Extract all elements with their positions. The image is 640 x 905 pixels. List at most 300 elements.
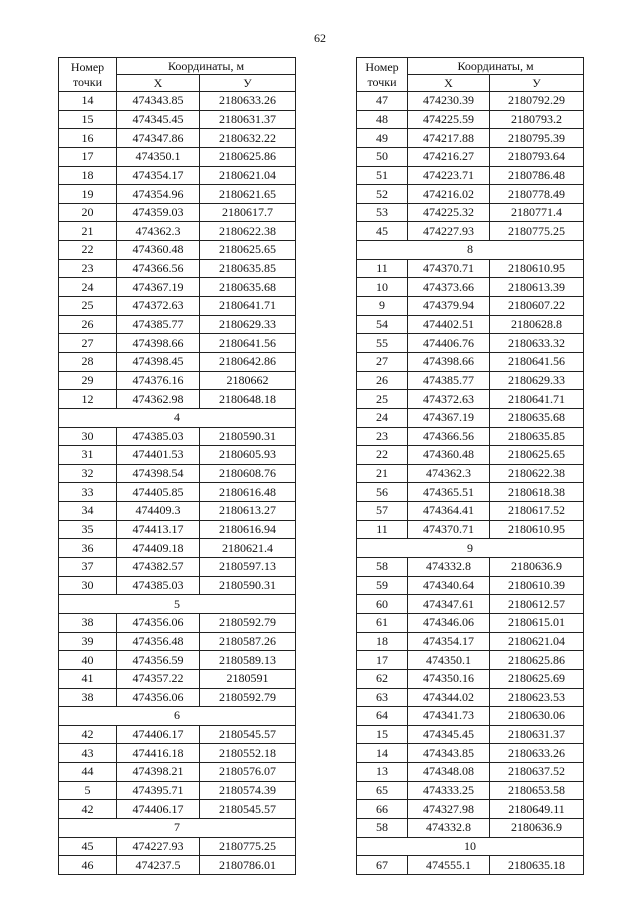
x-coordinate-cell: 474347.61: [408, 595, 490, 614]
table-body-right: [357, 92, 584, 875]
y-coordinate-cell: 2180641.56: [200, 334, 296, 353]
y-coordinate-cell: 2180616.94: [200, 520, 296, 539]
table-row: [59, 147, 296, 166]
point-number-cell: 9: [357, 297, 408, 316]
y-coordinate-cell: 2180636.9: [490, 558, 584, 577]
table-row: [357, 818, 584, 837]
y-coordinate-cell: 2180635.85: [200, 259, 296, 278]
table-row: [357, 632, 584, 651]
x-coordinate-cell: 474344.02: [408, 688, 490, 707]
x-coordinate-cell: 474360.48: [408, 446, 490, 465]
point-number-cell: 25: [59, 297, 117, 316]
y-coordinate-cell: 2180786.01: [200, 856, 296, 875]
table-row: [59, 613, 296, 632]
x-coordinate-cell: 474354.17: [117, 166, 200, 185]
x-coordinate-cell: 474225.59: [408, 110, 490, 129]
table-row: [59, 763, 296, 782]
x-coordinate-cell: 474372.63: [117, 297, 200, 316]
y-coordinate-cell: 2180641.71: [200, 297, 296, 316]
point-number-cell: 18: [357, 632, 408, 651]
section-label: 7: [59, 818, 296, 837]
y-coordinate-cell: 2180778.49: [490, 185, 584, 204]
point-number-cell: 30: [59, 576, 117, 595]
table-row: [357, 297, 584, 316]
point-number-cell: 53: [357, 203, 408, 222]
coordinates-header: Координаты, м: [408, 58, 584, 75]
y-coordinate-cell: 2180792.29: [490, 92, 584, 111]
x-coordinate-cell: 474398.66: [117, 334, 200, 353]
table-row: [357, 744, 584, 763]
coordinates-table-right: [356, 57, 584, 875]
point-number-header-line1: Номер: [70, 59, 105, 74]
point-number-cell: 57: [357, 502, 408, 521]
table-row: [59, 800, 296, 819]
y-coordinate-cell: 2180633.26: [200, 92, 296, 111]
table-row: [357, 688, 584, 707]
table-row: [59, 241, 296, 260]
point-number-cell: 42: [59, 725, 117, 744]
table-row: [59, 502, 296, 521]
point-number-header-line1: Номер: [365, 59, 399, 74]
point-number-cell: 67: [357, 856, 408, 875]
y-coordinate-cell: 2180625.69: [490, 669, 584, 688]
y-coordinate-cell: 2180592.79: [200, 613, 296, 632]
point-number-cell: 61: [357, 613, 408, 632]
table-row: [59, 427, 296, 446]
table-row: [59, 651, 296, 670]
table-row: [357, 483, 584, 502]
table-row: [59, 632, 296, 651]
point-number-cell: 63: [357, 688, 408, 707]
table-row: [59, 781, 296, 800]
y-coordinate-cell: 2180635.68: [200, 278, 296, 297]
table-row: [357, 502, 584, 521]
point-number-cell: 38: [59, 613, 117, 632]
x-coordinate-cell: 474357.22: [117, 669, 200, 688]
point-number-cell: 18: [59, 166, 117, 185]
table-row: [357, 371, 584, 390]
x-coordinate-cell: 474347.86: [117, 129, 200, 148]
table-row: [59, 576, 296, 595]
table-row: [59, 110, 296, 129]
point-number-cell: 38: [59, 688, 117, 707]
y-coordinate-cell: 2180630.06: [490, 707, 584, 726]
point-number-cell: 14: [357, 744, 408, 763]
table-row: [59, 520, 296, 539]
y-coordinate-cell: 2180587.26: [200, 632, 296, 651]
x-coordinate-cell: 474223.71: [408, 166, 490, 185]
x-coordinate-cell: 474405.85: [117, 483, 200, 502]
point-number-cell: 44: [59, 763, 117, 782]
x-coordinate-cell: 474385.77: [408, 371, 490, 390]
y-coordinate-cell: 2180641.71: [490, 390, 584, 409]
x-coordinate-cell: 474365.51: [408, 483, 490, 502]
y-coordinate-cell: 2180637.52: [490, 763, 584, 782]
y-coordinate-cell: 2180545.57: [200, 800, 296, 819]
table-row: [59, 856, 296, 875]
table-row: [357, 707, 584, 726]
y-coordinate-cell: 2180592.79: [200, 688, 296, 707]
y-column-header: У: [490, 75, 584, 92]
y-coordinate-cell: 2180612.57: [490, 595, 584, 614]
y-coordinate-cell: 2180635.18: [490, 856, 584, 875]
point-number-cell: 24: [59, 278, 117, 297]
x-coordinate-cell: 474367.19: [117, 278, 200, 297]
y-coordinate-cell: 2180793.64: [490, 147, 584, 166]
x-coordinate-cell: 474360.48: [117, 241, 200, 260]
table-row: [357, 352, 584, 371]
x-coordinate-cell: 474356.59: [117, 651, 200, 670]
point-number-cell: 15: [357, 725, 408, 744]
y-coordinate-cell: 2180610.39: [490, 576, 584, 595]
table-row: [357, 763, 584, 782]
point-number-cell: 59: [357, 576, 408, 595]
table-row: [59, 278, 296, 297]
table-row: [59, 371, 296, 390]
table-row: [357, 259, 584, 278]
x-column-header: X: [408, 75, 490, 92]
x-coordinate-cell: 474225.32: [408, 203, 490, 222]
x-coordinate-cell: 474370.71: [408, 520, 490, 539]
y-coordinate-cell: 2180617.7: [200, 203, 296, 222]
table-row: [357, 315, 584, 334]
x-coordinate-cell: 474350.1: [408, 651, 490, 670]
y-coordinate-cell: 2180589.13: [200, 651, 296, 670]
point-number-cell: 52: [357, 185, 408, 204]
table-row: [59, 185, 296, 204]
x-coordinate-cell: 474382.57: [117, 558, 200, 577]
point-number-cell: 37: [59, 558, 117, 577]
x-coordinate-cell: 474409.3: [117, 502, 200, 521]
section-label: 8: [357, 241, 584, 260]
y-coordinate-cell: 2180616.48: [200, 483, 296, 502]
section-row: [357, 837, 584, 856]
table-row: [59, 92, 296, 111]
section-label: 9: [357, 539, 584, 558]
y-coordinate-cell: 2180628.8: [490, 315, 584, 334]
table-row: [59, 315, 296, 334]
table-row: [59, 129, 296, 148]
x-coordinate-cell: 474362.98: [117, 390, 200, 409]
y-coordinate-cell: 2180590.31: [200, 427, 296, 446]
x-column-header: X: [117, 75, 200, 92]
point-number-cell: 45: [59, 837, 117, 856]
y-coordinate-cell: 2180633.26: [490, 744, 584, 763]
x-coordinate-cell: 474340.64: [408, 576, 490, 595]
x-coordinate-cell: 474398.66: [408, 352, 490, 371]
point-number-cell: 27: [59, 334, 117, 353]
table-row: [59, 297, 296, 316]
x-coordinate-cell: 474416.18: [117, 744, 200, 763]
y-coordinate-cell: 2180618.38: [490, 483, 584, 502]
x-coordinate-cell: 474354.96: [117, 185, 200, 204]
x-coordinate-cell: 474376.16: [117, 371, 200, 390]
x-coordinate-cell: 474362.3: [408, 464, 490, 483]
point-number-cell: 35: [59, 520, 117, 539]
x-coordinate-cell: 474373.66: [408, 278, 490, 297]
table-row: [59, 558, 296, 577]
point-number-header-line2: точки: [367, 74, 397, 89]
y-coordinate-cell: 2180662: [200, 371, 296, 390]
x-coordinate-cell: 474402.51: [408, 315, 490, 334]
x-coordinate-cell: 474555.1: [408, 856, 490, 875]
y-coordinate-cell: 2180641.56: [490, 352, 584, 371]
table-row: [357, 446, 584, 465]
table-row: [59, 688, 296, 707]
point-number-cell: 58: [357, 818, 408, 837]
table-row: [357, 278, 584, 297]
point-number-cell: 49: [357, 129, 408, 148]
point-number-cell: 28: [59, 352, 117, 371]
y-coordinate-cell: 2180625.65: [200, 241, 296, 260]
point-number-header-line2: точки: [72, 74, 103, 89]
table-row: [357, 408, 584, 427]
point-number-cell: 65: [357, 781, 408, 800]
y-coordinate-cell: 2180607.22: [490, 297, 584, 316]
table-row: [357, 520, 584, 539]
point-number-cell: 60: [357, 595, 408, 614]
x-coordinate-cell: 474327.98: [408, 800, 490, 819]
point-number-cell: 17: [59, 147, 117, 166]
section-row: [59, 818, 296, 837]
point-number-cell: 36: [59, 539, 117, 558]
y-coordinate-cell: 2180629.33: [200, 315, 296, 334]
x-coordinate-cell: 474346.06: [408, 613, 490, 632]
point-number-cell: 58: [357, 558, 408, 577]
section-label: 6: [59, 707, 296, 726]
x-coordinate-cell: 474379.94: [408, 297, 490, 316]
y-coordinate-cell: 2180545.57: [200, 725, 296, 744]
point-number-cell: 22: [59, 241, 117, 260]
point-number-cell: 24: [357, 408, 408, 427]
y-coordinate-cell: 2180625.86: [490, 651, 584, 670]
table-row: [59, 725, 296, 744]
point-number-cell: 55: [357, 334, 408, 353]
table-row: [59, 464, 296, 483]
point-number-cell: 13: [357, 763, 408, 782]
x-coordinate-cell: 474401.53: [117, 446, 200, 465]
x-coordinate-cell: 474398.45: [117, 352, 200, 371]
y-coordinate-cell: 2180613.39: [490, 278, 584, 297]
x-coordinate-cell: 474350.16: [408, 669, 490, 688]
point-number-cell: 19: [59, 185, 117, 204]
y-coordinate-cell: 2180795.39: [490, 129, 584, 148]
x-coordinate-cell: 474332.8: [408, 818, 490, 837]
section-row: [59, 408, 296, 427]
y-coordinate-cell: 2180622.38: [490, 464, 584, 483]
table-row: [59, 334, 296, 353]
y-coordinate-cell: 2180610.95: [490, 259, 584, 278]
page-number: 62: [314, 31, 326, 45]
point-number-cell: 23: [357, 427, 408, 446]
point-number-cell: 26: [59, 315, 117, 334]
x-coordinate-cell: 474366.56: [117, 259, 200, 278]
y-coordinate-cell: 2180775.25: [200, 837, 296, 856]
table-row: [59, 744, 296, 763]
table-row: [59, 166, 296, 185]
table-row: [59, 203, 296, 222]
x-coordinate-cell: 474341.73: [408, 707, 490, 726]
section-row: [59, 707, 296, 726]
y-coordinate-cell: 2180621.4: [200, 539, 296, 558]
y-coordinate-cell: 2180793.2: [490, 110, 584, 129]
point-number-cell: 31: [59, 446, 117, 465]
point-number-cell: 40: [59, 651, 117, 670]
y-coordinate-cell: 2180632.22: [200, 129, 296, 148]
y-coordinate-cell: 2180621.65: [200, 185, 296, 204]
y-coordinate-cell: 2180642.86: [200, 352, 296, 371]
y-coordinate-cell: 2180635.85: [490, 427, 584, 446]
table-row: [59, 390, 296, 409]
point-number-cell: 42: [59, 800, 117, 819]
section-label: 5: [59, 595, 296, 614]
y-coordinate-cell: 2180653.58: [490, 781, 584, 800]
table-row: [59, 539, 296, 558]
section-label: 10: [357, 837, 584, 856]
y-coordinate-cell: 2180615.01: [490, 613, 584, 632]
point-number-cell: 66: [357, 800, 408, 819]
x-coordinate-cell: 474372.63: [408, 390, 490, 409]
point-number-cell: 54: [357, 315, 408, 334]
y-coordinate-cell: 2180622.38: [200, 222, 296, 241]
point-number-cell: 48: [357, 110, 408, 129]
point-number-cell: 43: [59, 744, 117, 763]
y-coordinate-cell: 2180591: [200, 669, 296, 688]
y-coordinate-cell: 2180633.32: [490, 334, 584, 353]
table-row: [357, 651, 584, 670]
x-coordinate-cell: 474398.54: [117, 464, 200, 483]
x-coordinate-cell: 474348.08: [408, 763, 490, 782]
x-coordinate-cell: 474406.17: [117, 800, 200, 819]
x-coordinate-cell: 474343.85: [117, 92, 200, 111]
table-row: [59, 446, 296, 465]
point-number-cell: 41: [59, 669, 117, 688]
point-number-cell: 46: [59, 856, 117, 875]
y-coordinate-cell: 2180635.68: [490, 408, 584, 427]
table-row: [357, 558, 584, 577]
point-number-cell: 5: [59, 781, 117, 800]
point-number-cell: 45: [357, 222, 408, 241]
point-number-cell: 14: [59, 92, 117, 111]
section-row: [357, 539, 584, 558]
x-coordinate-cell: 474362.3: [117, 222, 200, 241]
y-coordinate-cell: 2180574.39: [200, 781, 296, 800]
x-coordinate-cell: 474413.17: [117, 520, 200, 539]
y-coordinate-cell: 2180649.11: [490, 800, 584, 819]
coordinates-table-left: [58, 57, 296, 875]
y-coordinate-cell: 2180590.31: [200, 576, 296, 595]
point-number-cell: 50: [357, 147, 408, 166]
y-coordinate-cell: 2180631.37: [200, 110, 296, 129]
table-row: [357, 147, 584, 166]
table-row: [59, 352, 296, 371]
x-coordinate-cell: 474356.48: [117, 632, 200, 651]
table-row: [357, 222, 584, 241]
y-coordinate-cell: 2180605.93: [200, 446, 296, 465]
y-coordinate-cell: 2180576.07: [200, 763, 296, 782]
table-row: [59, 222, 296, 241]
x-coordinate-cell: 474237.5: [117, 856, 200, 875]
point-number-cell: 21: [59, 222, 117, 241]
x-coordinate-cell: 474366.56: [408, 427, 490, 446]
y-coordinate-cell: 2180623.53: [490, 688, 584, 707]
table-row: [357, 800, 584, 819]
table-row: [357, 595, 584, 614]
x-coordinate-cell: 474354.17: [408, 632, 490, 651]
x-coordinate-cell: 474227.93: [117, 837, 200, 856]
x-coordinate-cell: 474385.03: [117, 576, 200, 595]
x-coordinate-cell: 474216.02: [408, 185, 490, 204]
point-number-cell: 25: [357, 390, 408, 409]
table-row: [357, 129, 584, 148]
point-number-cell: 11: [357, 259, 408, 278]
table-row: [59, 837, 296, 856]
x-coordinate-cell: 474345.45: [408, 725, 490, 744]
y-column-header: У: [200, 75, 296, 92]
point-number-cell: 30: [59, 427, 117, 446]
table-row: [357, 856, 584, 875]
point-number-cell: 62: [357, 669, 408, 688]
x-coordinate-cell: 474359.03: [117, 203, 200, 222]
x-coordinate-cell: 474367.19: [408, 408, 490, 427]
x-coordinate-cell: 474217.88: [408, 129, 490, 148]
section-label: 4: [59, 408, 296, 427]
y-coordinate-cell: 2180617.52: [490, 502, 584, 521]
point-number-header: [357, 58, 408, 92]
table-row: [357, 390, 584, 409]
table-row: [357, 203, 584, 222]
x-coordinate-cell: 474385.77: [117, 315, 200, 334]
table-row: [357, 464, 584, 483]
x-coordinate-cell: 474227.93: [408, 222, 490, 241]
x-coordinate-cell: 474395.71: [117, 781, 200, 800]
x-coordinate-cell: 474345.45: [117, 110, 200, 129]
y-coordinate-cell: 2180786.48: [490, 166, 584, 185]
table-row: [357, 576, 584, 595]
x-coordinate-cell: 474409.18: [117, 539, 200, 558]
y-coordinate-cell: 2180629.33: [490, 371, 584, 390]
point-number-cell: 56: [357, 483, 408, 502]
point-number-cell: 32: [59, 464, 117, 483]
table-row: [357, 334, 584, 353]
y-coordinate-cell: 2180631.37: [490, 725, 584, 744]
x-coordinate-cell: 474216.27: [408, 147, 490, 166]
x-coordinate-cell: 474332.8: [408, 558, 490, 577]
x-coordinate-cell: 474406.76: [408, 334, 490, 353]
y-coordinate-cell: 2180625.86: [200, 147, 296, 166]
y-coordinate-cell: 2180621.04: [200, 166, 296, 185]
table-row: [357, 92, 584, 111]
table-row: [59, 483, 296, 502]
point-number-cell: 15: [59, 110, 117, 129]
point-number-cell: 11: [357, 520, 408, 539]
point-number-cell: 16: [59, 129, 117, 148]
point-number-cell: 22: [357, 446, 408, 465]
x-coordinate-cell: 474398.21: [117, 763, 200, 782]
point-number-cell: 17: [357, 651, 408, 670]
table-row: [357, 427, 584, 446]
point-number-cell: 29: [59, 371, 117, 390]
coordinates-header: Координаты, м: [117, 58, 296, 75]
y-coordinate-cell: 2180613.27: [200, 502, 296, 521]
x-coordinate-cell: 474385.03: [117, 427, 200, 446]
table-row: [357, 166, 584, 185]
section-row: [357, 241, 584, 260]
y-coordinate-cell: 2180775.25: [490, 222, 584, 241]
y-coordinate-cell: 2180621.04: [490, 632, 584, 651]
table-row: [357, 110, 584, 129]
x-coordinate-cell: 474356.06: [117, 613, 200, 632]
